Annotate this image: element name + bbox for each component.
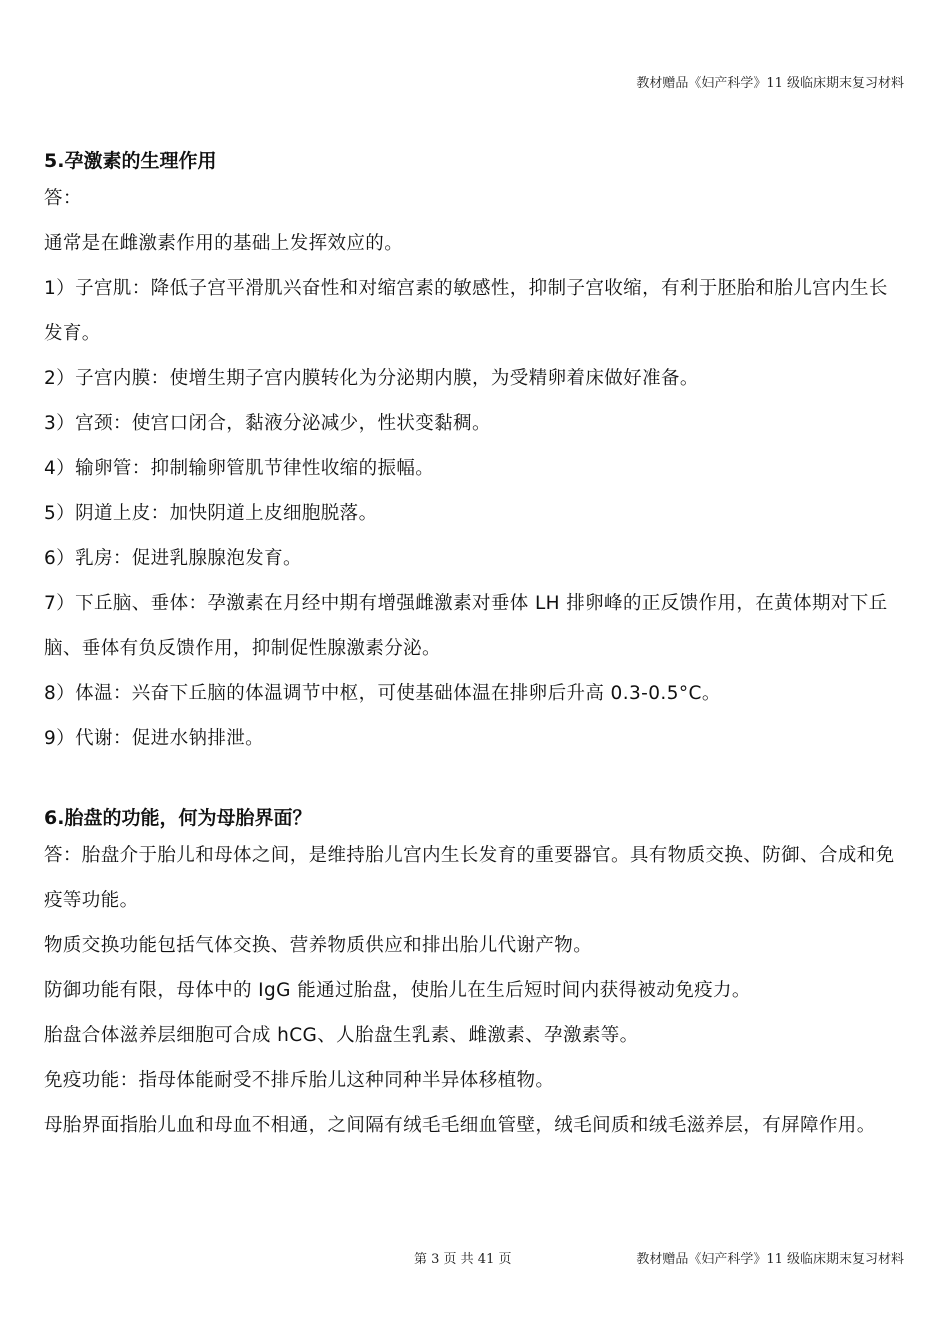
paragraph: 免疫功能：指母体能耐受不排斥胎儿这种同种半异体移植物。 <box>44 1070 555 1091</box>
paragraph: 答：胎盘介于胎儿和母体之间，是维持胎儿宫内生长发育的重要器官。具有物质交换、防御、合成和免疫等功能。 <box>44 845 895 911</box>
section-progesterone <box>44 146 906 761</box>
section-placenta <box>44 803 906 1148</box>
footer-text: 教材赠品《妇产科学》11 级临床期末复习材料 <box>636 1252 904 1267</box>
page-number: 第 3 页 共 41 页 <box>414 1252 512 1267</box>
list-item: 6）乳房：促进乳腺腺泡发育。 <box>44 548 302 569</box>
paragraph: 防御功能有限，母体中的 IgG 能通过胎盘，使胎儿在生后短时间内获得被动免疫力。 <box>44 980 751 1001</box>
paragraph: 通常是在雌激素作用的基础上发挥效应的。 <box>44 233 404 254</box>
section-title: 6.胎盘的功能，何为母胎界面？ <box>44 807 312 829</box>
list-item: 3）宫颈：使宫口闭合，黏液分泌减少，性状变黏稠。 <box>44 413 491 434</box>
list-item: 2）子宫内膜：使增生期子宫内膜转化为分泌期内膜，为受精卵着床做好准备。 <box>44 368 699 389</box>
list-item: 4）输卵管：抑制输卵管肌节律性收缩的振幅。 <box>44 458 435 479</box>
page-content <box>44 146 906 1148</box>
paragraph: 胎盘合体滋养层细胞可合成 hCG、人胎盘生乳素、雌激素、孕激素等。 <box>44 1025 639 1046</box>
list-item: 9）代谢：促进水钠排泄。 <box>44 728 265 749</box>
paragraph: 物质交换功能包括气体交换、营养物质供应和排出胎儿代谢产物。 <box>44 935 593 956</box>
list-item: 8）体温：兴奋下丘脑的体温调节中枢，可使基础体温在排卵后升高 0.3-0.5°C。 <box>44 683 721 704</box>
list-item: 5）阴道上皮：加快阴道上皮细胞脱落。 <box>44 503 378 524</box>
list-item: 7）下丘脑、垂体：孕激素在月经中期有增强雌激素对垂体 LH 排卵峰的正反馈作用，在黄体期对下丘脑、垂体有负反馈作用，抑制促性腺激素分泌。 <box>44 593 888 659</box>
list-item: 1）子宫肌：降低子宫平滑肌兴奋性和对缩宫素的敏感性，抑制子宫收缩，有利于胚胎和胎儿宫内生长发育。 <box>44 278 888 344</box>
paragraph: 母胎界面指胎儿血和母血不相通，之间隔有绒毛毛细血管壁，绒毛间质和绒毛滋养层，有屏障作用。 <box>44 1115 876 1136</box>
answer-label: 答： <box>44 188 82 209</box>
page-header: 教材赠品《妇产科学》11 级临床期末复习材料 <box>636 76 904 91</box>
section-title: 5.孕激素的生理作用 <box>44 150 217 172</box>
